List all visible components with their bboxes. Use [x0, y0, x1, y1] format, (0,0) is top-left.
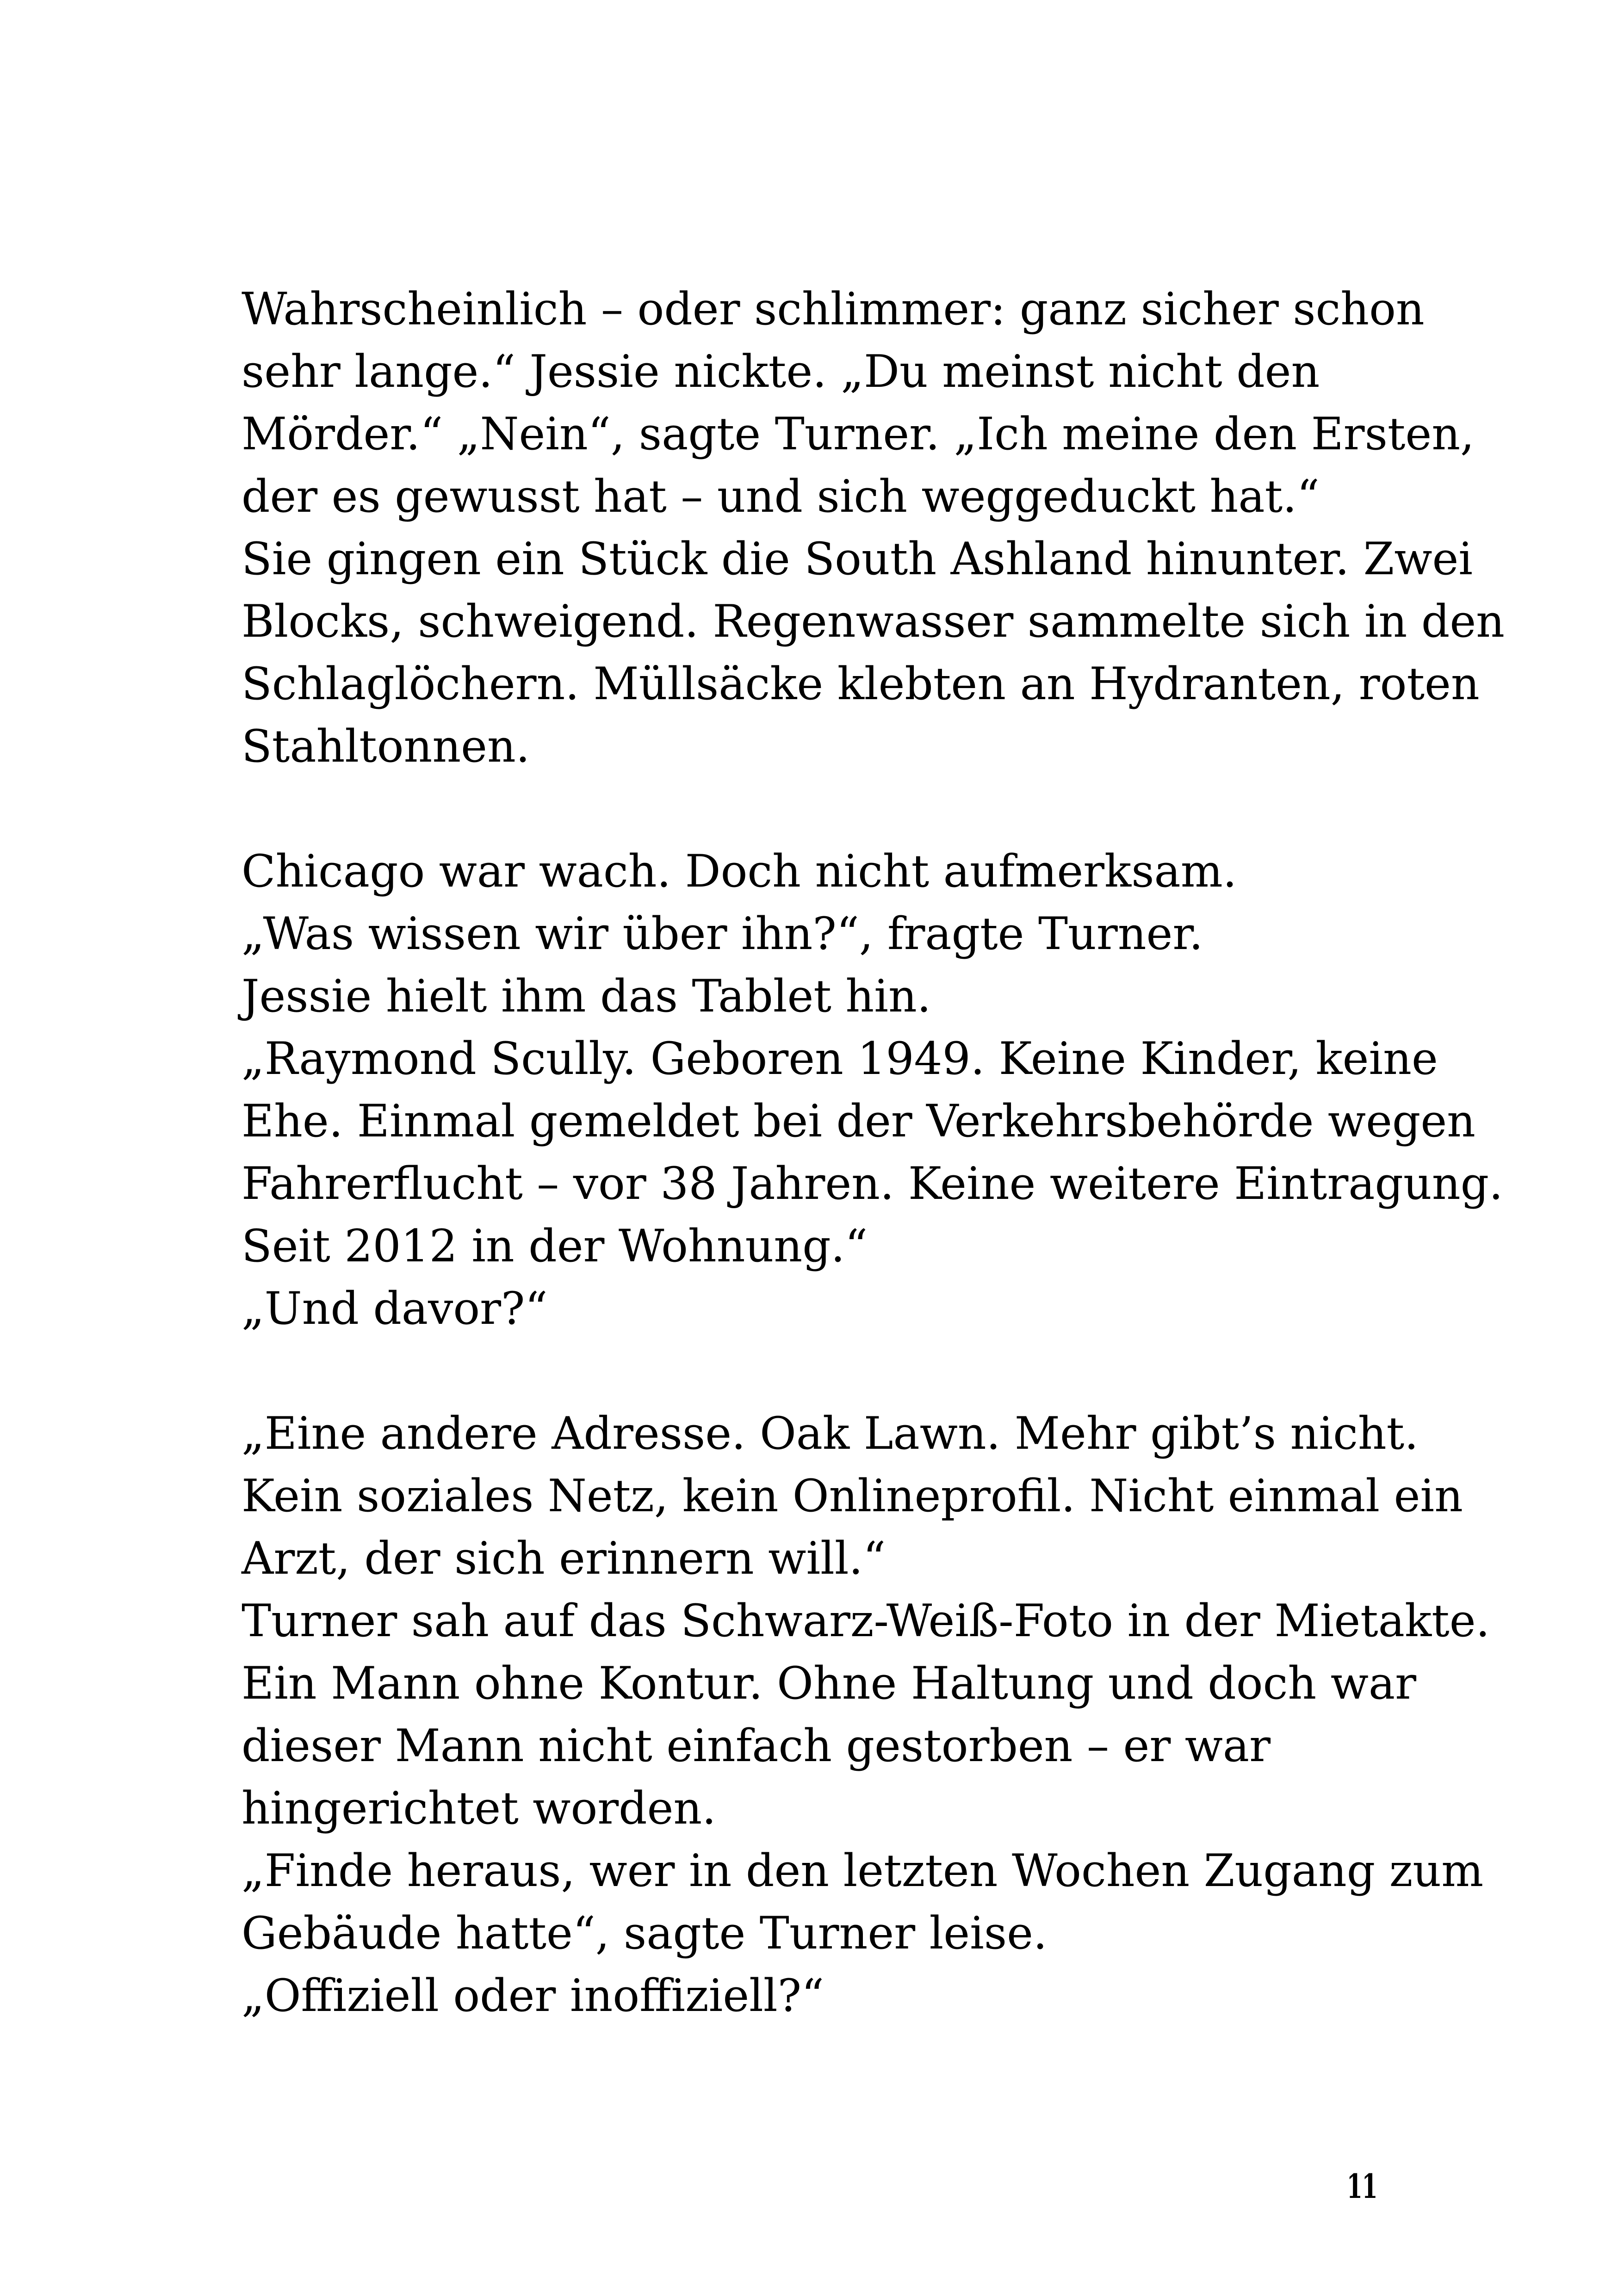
text-line: Arzt, der sich erinnern will.“	[242, 1533, 886, 1584]
text-line: Ehe. Einmal gemeldet bei der Verkehrsbehörde wegen	[242, 1095, 1475, 1147]
page-number: 11	[1346, 2166, 1377, 2206]
text-line	[242, 778, 1491, 840]
text-line: Blocks, schweigend. Regenwasser sammelte sich in den	[242, 596, 1505, 647]
text-line: „Eine andere Adresse. Oak Lawn. Mehr gibt’s nicht.	[242, 1408, 1419, 1459]
text-line: dieser Mann nicht einfach gestorben – er war	[242, 1720, 1271, 1772]
text-line: sehr lange.“ Jessie nickte. „Du meinst nicht den	[242, 346, 1320, 397]
text-line: Schlaglöchern. Müllsäcke klebten an Hydranten, roten	[242, 658, 1480, 710]
text-line	[242, 1340, 1491, 1402]
text-line: hingerichtet worden.	[242, 1782, 716, 1834]
text-line: Sie gingen ein Stück die South Ashland hinunter. Zwei	[242, 533, 1473, 585]
text-line: Fahrerflucht – vor 38 Jahren. Keine weitere Eintragung.	[242, 1158, 1503, 1210]
text-line: Chicago war wach. Doch nicht aufmerksam.	[242, 845, 1237, 897]
body-text	[242, 278, 1505, 2027]
text-line: Gebäude hatte“, sagte Turner leise.	[242, 1907, 1048, 1959]
text-line: Kein soziales Netz, kein Onlineprofil. Nicht einmal ein	[242, 1470, 1463, 1522]
text-line: Ein Mann ohne Kontur. Ohne Haltung und doch war	[242, 1657, 1416, 1709]
text-line: Stahltonnen.	[242, 720, 530, 772]
text-line: „Raymond Scully. Geboren 1949. Keine Kinder, keine	[242, 1033, 1438, 1085]
text-line: „Was wissen wir über ihn?“, fragte Turner.	[242, 908, 1203, 960]
text-line: Jessie hielt ihm das Tablet hin.	[242, 970, 931, 1022]
text-line: der es gewusst hat – und sich weggeduckt hat.“	[242, 471, 1320, 522]
text-line: „Offiziell oder inoffiziell?“	[242, 1970, 824, 2022]
text-line: Seit 2012 in der Wohnung.“	[242, 1220, 868, 1272]
text-line: Wahrscheinlich – oder schlimmer: ganz sicher schon	[242, 283, 1425, 335]
text-line: „Finde heraus, wer in den letzten Wochen Zugang zum	[242, 1845, 1484, 1897]
text-line: „Und davor?“	[242, 1283, 548, 1334]
text-line: Turner sah auf das Schwarz-Weiß-Foto in der Mietakte.	[242, 1595, 1490, 1647]
text-line: Mörder.“ „Nein“, sagte Turner. „Ich meine den Ersten,	[242, 408, 1475, 460]
